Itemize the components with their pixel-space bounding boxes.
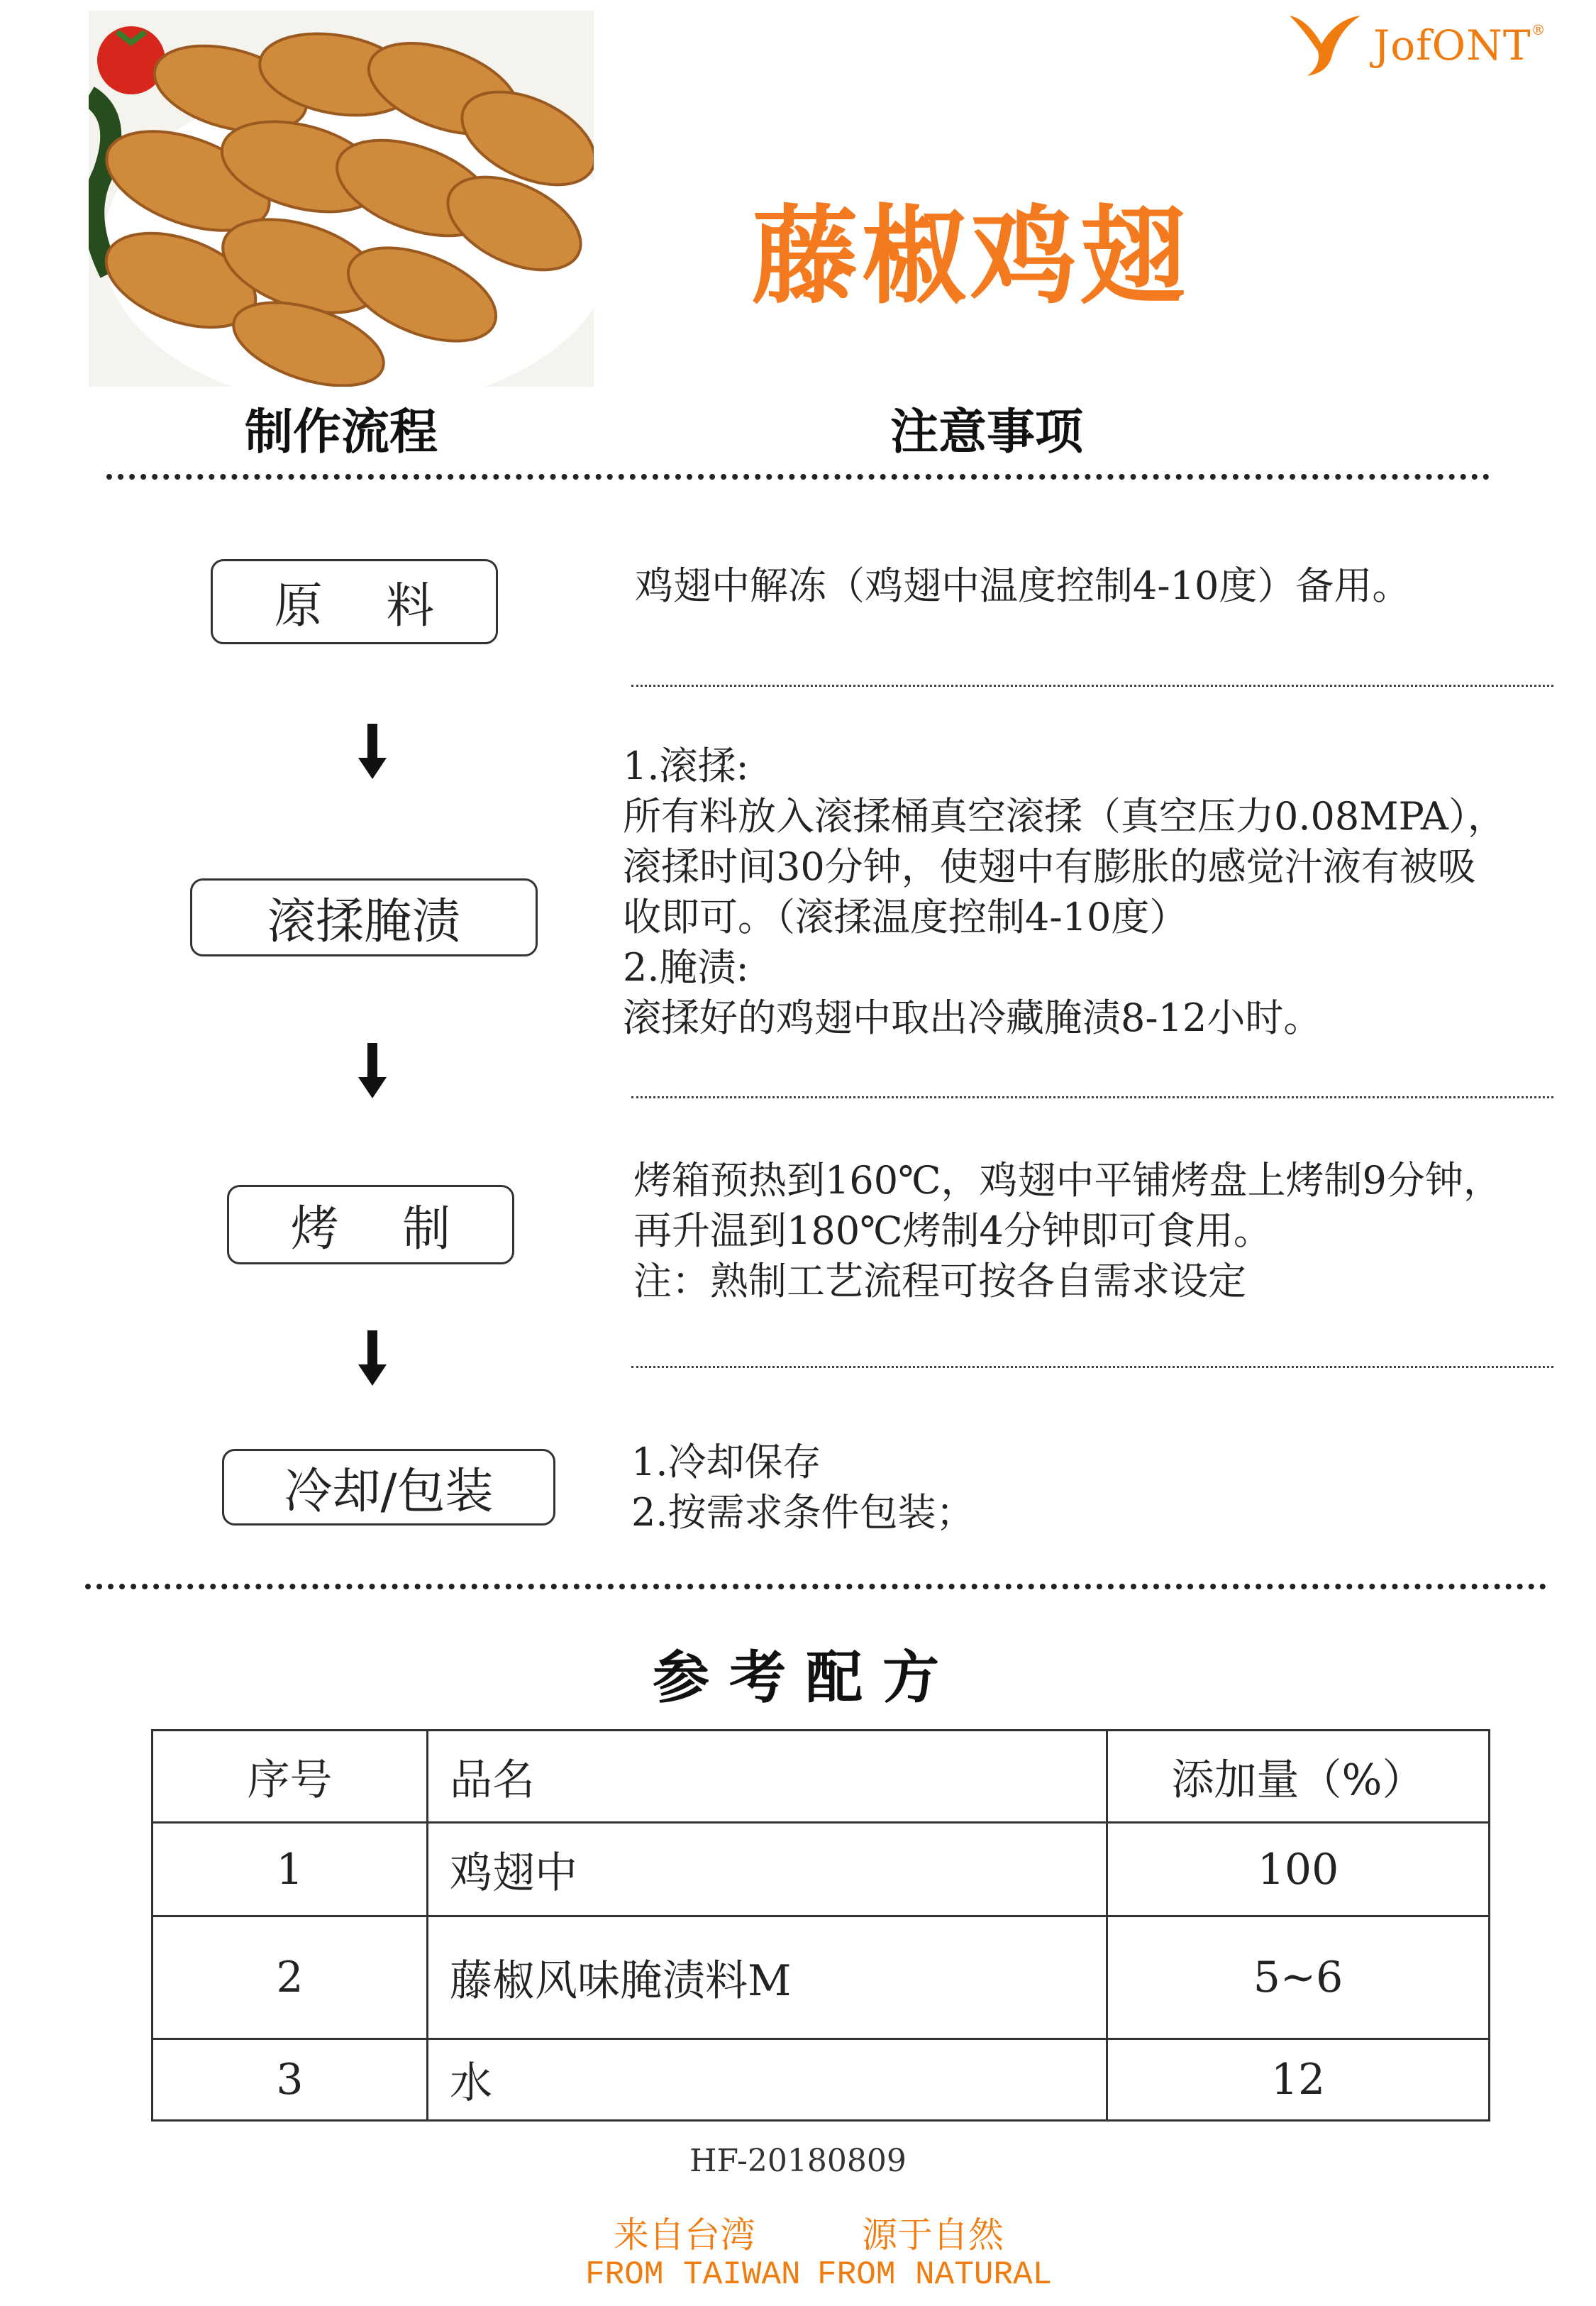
slogan-cn-origin: 来自台湾 [614, 2214, 755, 2256]
header-cell-index: 序号 [153, 1731, 428, 1823]
table-header-row [153, 1731, 1490, 1823]
divider-step-3 [631, 1366, 1553, 1368]
cell-name: 水 [428, 2039, 1107, 2121]
step-box-cooling-packaging: 冷却/包装 [222, 1449, 555, 1526]
process-header: 制作流程 [245, 404, 438, 460]
cell-amount: 100 [1107, 1823, 1490, 1916]
slogan-cn-nature: 源于自然 [862, 2214, 1004, 2256]
recipe-table [151, 1729, 1490, 2122]
note-line: 注：熟制工艺流程可按各自需求设定 [633, 1259, 1246, 1303]
cell-name: 藤椒风味腌渍料M [428, 1916, 1107, 2039]
note-line: 1.冷却保存 [631, 1440, 821, 1484]
slogan-en-origin: FROM TAIWAN [585, 2256, 801, 2293]
recipe-title: 参考配方 [653, 1645, 959, 1711]
arrow-down-icon [355, 1330, 390, 1387]
table-row [153, 1823, 1490, 1916]
cell-index: 3 [153, 2039, 428, 2121]
chicken-wings-image [89, 11, 594, 387]
jofont-logo [1282, 9, 1546, 79]
chicken-wings-photo [89, 11, 594, 387]
note-line: 2.腌渍: [623, 945, 749, 990]
jofont-logo-icon [1282, 9, 1368, 79]
note-line: 2.按需求条件包装； [631, 1490, 975, 1535]
step-notes-baking [633, 1155, 1502, 1306]
notes-header: 注意事项 [890, 404, 1084, 460]
divider-bottom [85, 1584, 1546, 1589]
step-notes-raw-material [635, 561, 1410, 611]
document-code: HF-20180809 [689, 2143, 907, 2179]
page-title: 藤椒鸡翅 [752, 195, 1190, 319]
arrow-down-icon [355, 1043, 390, 1100]
note-line: 鸡翅中解冻（鸡翅中温度控制4-10度）备用。 [635, 563, 1411, 608]
note-line: 滚揉好的鸡翅中取出冷藏腌渍8-12小时。 [623, 995, 1322, 1040]
logo-wordmark: JofONT® [1373, 21, 1546, 70]
divider-step-2 [631, 1096, 1553, 1098]
table-row [153, 2039, 1490, 2121]
cell-index: 2 [153, 1916, 428, 2039]
cell-index: 1 [153, 1823, 428, 1916]
slogan-en-nature: FROM NATURAL [817, 2256, 1053, 2293]
note-line: 1.滚揉: [623, 744, 749, 788]
step-box-tumbling-marinating: 滚揉腌渍 [190, 878, 538, 956]
header-cell-amount: 添加量（%） [1107, 1731, 1490, 1823]
note-line: 所有料放入滚揉桶真空滚揉（真空压力0.08MPA）， [623, 794, 1506, 839]
arrow-down-icon [355, 724, 390, 780]
step-notes-tumbling-marinating [623, 741, 1506, 1043]
note-line: 滚揉时间30分钟，使翅中有膨胀的感觉汁液有被吸 [623, 844, 1476, 889]
divider-step-1 [631, 685, 1553, 687]
step-box-baking: 烤 制 [227, 1185, 514, 1264]
cell-name: 鸡翅中 [428, 1823, 1107, 1916]
divider-top [106, 474, 1490, 480]
note-line: 再升温到180℃烤制4分钟即可食用。 [633, 1208, 1272, 1253]
cell-amount: 12 [1107, 2039, 1490, 2121]
note-line: 烤箱预热到160℃，鸡翅中平铺烤盘上烤制9分钟， [633, 1158, 1502, 1203]
step-notes-cooling-packaging [631, 1437, 975, 1538]
table-row [153, 1916, 1490, 2039]
step-box-raw-material: 原 料 [211, 559, 498, 644]
note-line: 收即可。（滚揉温度控制4-10度） [623, 895, 1188, 939]
header-cell-name: 品名 [428, 1731, 1107, 1823]
cell-amount: 5~6 [1107, 1916, 1490, 2039]
